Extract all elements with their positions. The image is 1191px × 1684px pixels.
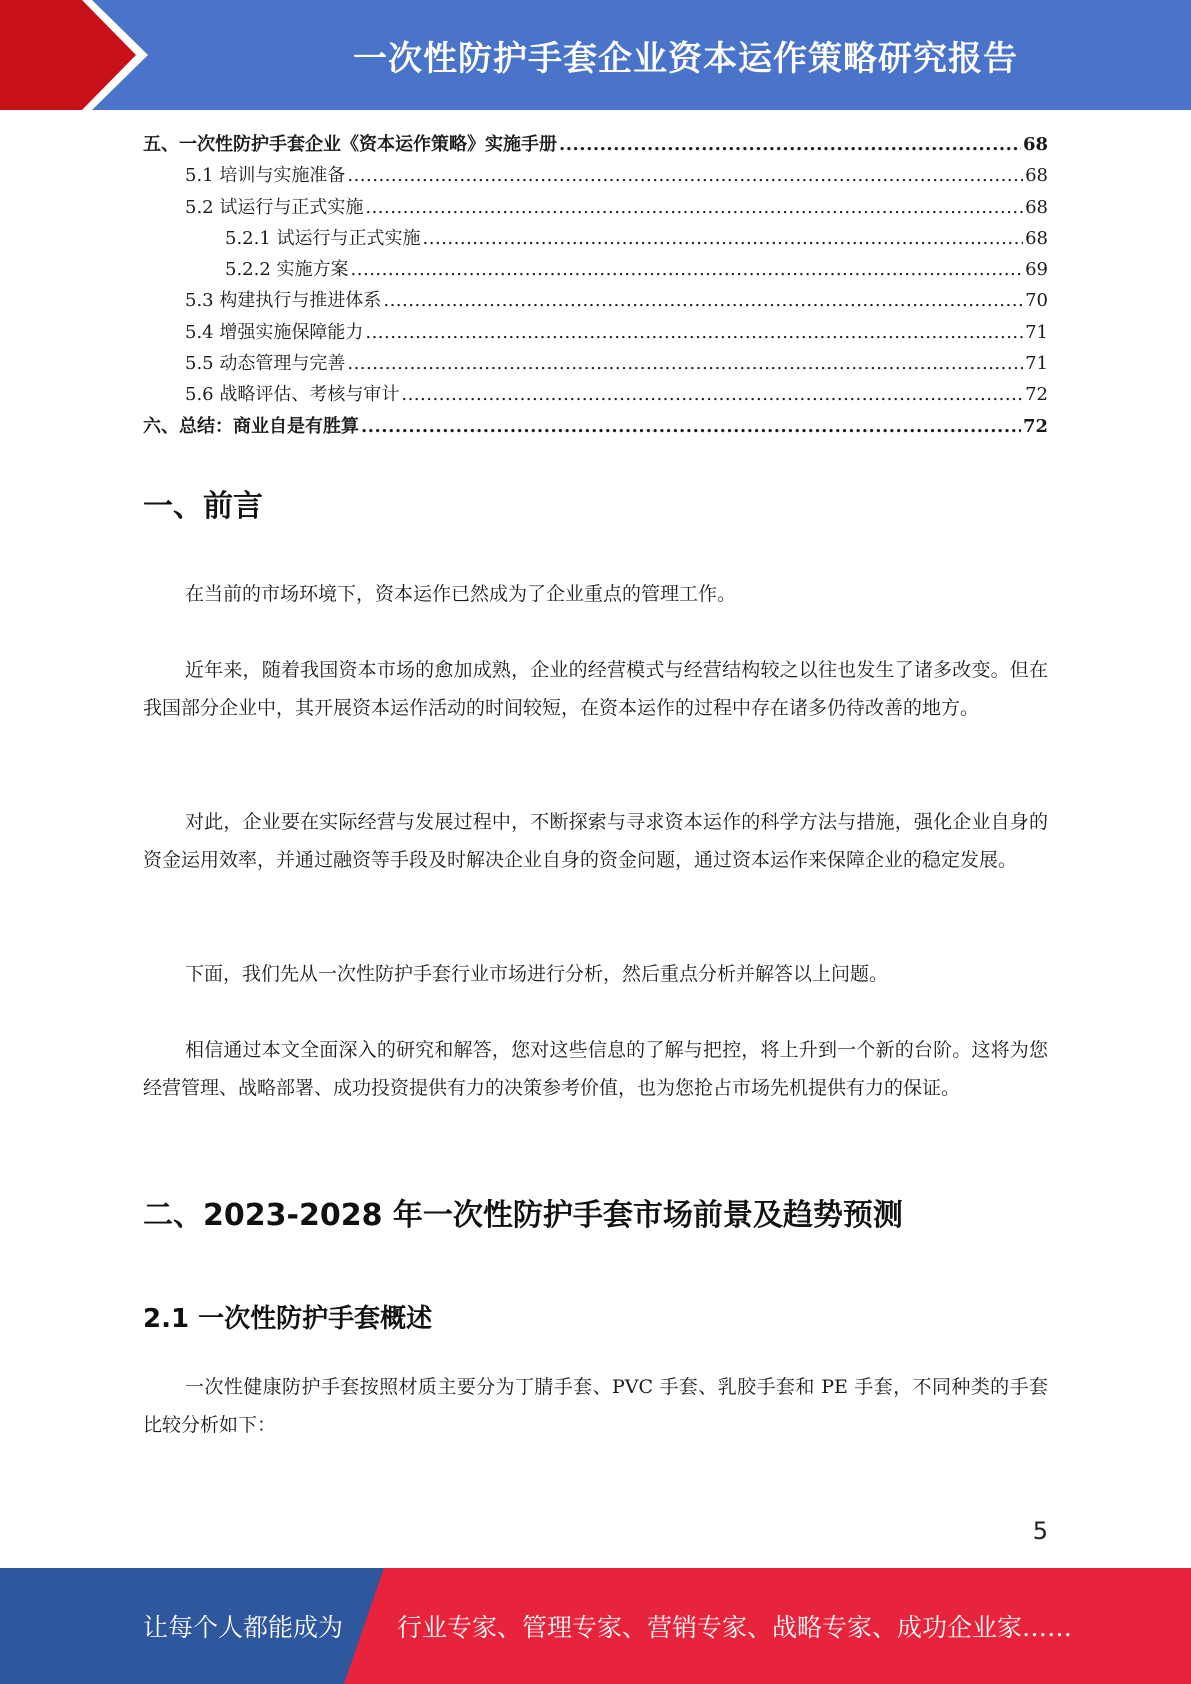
toc-entry[interactable]: [143, 348, 1048, 379]
toc-entry-page: 71: [1025, 321, 1048, 343]
toc-entry-label: 5.1 培训与实施准备: [185, 165, 346, 187]
toc-entry-label: 5.2.2 实施方案: [225, 259, 349, 281]
toc-entry-label: 六、总结：商业自是有胜算: [143, 415, 359, 437]
section-heading-market-outlook: 二、2023-2028 年一次性防护手套市场前景及趋势预测: [143, 1198, 903, 1233]
toc-entry-label: 五、一次性防护手套企业《资本运作策略》实施手册: [143, 134, 557, 155]
toc-entry-page: 71: [1025, 353, 1048, 375]
toc-entry-label: 5.3 构建执行与推进体系: [185, 290, 382, 312]
header-banner: [0, 0, 1191, 110]
toc-entry[interactable]: [143, 129, 1048, 160]
footer-banner: [0, 1568, 1191, 1684]
toc-entry[interactable]: [143, 411, 1048, 442]
toc-entry[interactable]: [143, 254, 1048, 285]
toc-entry-page: 68: [1025, 165, 1048, 187]
toc-entry-label: 5.6 战略评估、考核与审计: [185, 384, 400, 406]
toc-entry[interactable]: [143, 379, 1048, 410]
toc-entry-page: 68: [1022, 134, 1048, 155]
toc-dot-leader: [383, 285, 1023, 316]
toc-entry[interactable]: [143, 285, 1048, 316]
toc-entry[interactable]: [143, 223, 1048, 254]
paragraph: 一次性健康防护手套按照材质主要分为丁腈手套、PVC 手套、乳胶手套和 PE 手套，不同种类的手套比较分析如下：: [143, 1376, 1048, 1436]
toc-entry-label: 5.4 增强实施保障能力: [185, 321, 364, 343]
toc-entry-page: 68: [1025, 227, 1048, 249]
footer-slogan-lead: 让每个人都能成为: [143, 1613, 344, 1642]
toc-dot-leader: [361, 411, 1021, 442]
toc-entry-label: 5.2 试运行与正式实施: [185, 196, 364, 218]
toc-entry[interactable]: [143, 160, 1048, 191]
toc-dot-leader: [423, 223, 1024, 254]
toc-entry-page: 70: [1025, 290, 1048, 312]
paragraph: 对此，企业要在实际经营与发展过程中，不断探索与寻求资本运作的科学方法与措施，强化企业自身的资金运用效率，并通过融资等手段及时解决企业自身的资金问题，通过资本运作来保障企业的稳定发展。: [143, 811, 1048, 871]
toc-dot-leader: [401, 379, 1023, 410]
toc-entry[interactable]: [143, 192, 1048, 223]
table-of-contents: [143, 129, 1048, 442]
toc-entry-label: 5.2.1 试运行与正式实施: [225, 227, 421, 249]
paragraph: 在当前的市场环境下，资本运作已然成为了企业重点的管理工作。: [185, 583, 737, 605]
toc-dot-leader: [347, 160, 1023, 191]
paragraph: 近年来，随着我国资本市场的愈加成熟，企业的经营模式与经营结构较之以往也发生了诸多改变。但在我国部分企业中，其开展资本运作活动的时间较短，在资本运作的过程中存在诸多仍待改善的地方。: [143, 659, 1048, 719]
toc-entry-page: 68: [1025, 196, 1048, 218]
footer-slogan-roles: 行业专家、管理专家、营销专家、战略专家、成功企业家……: [397, 1613, 1073, 1642]
page-number: 5: [1032, 1517, 1048, 1545]
toc-dot-leader: [347, 348, 1023, 379]
paragraph: 相信通过本文全面深入的研究和解答，您对这些信息的了解与把控，将上升到一个新的台阶。这将为您经营管理、战略部署、成功投资提供有力的决策参考价值，也为您抢占市场先机提供有力的保证。: [143, 1039, 1048, 1099]
toc-entry-page: 72: [1022, 415, 1048, 437]
toc-entry-page: 69: [1025, 259, 1048, 281]
toc-entry-label: 5.5 动态管理与完善: [185, 353, 346, 375]
section-heading-preface: 一、前言: [143, 489, 263, 524]
toc-dot-leader: [559, 129, 1021, 160]
subsection-heading-overview: 2.1 一次性防护手套概述: [143, 1304, 433, 1334]
toc-entry-page: 72: [1025, 384, 1048, 406]
toc-entry[interactable]: [143, 317, 1048, 348]
report-title: 一次性防护手套企业资本运作策略研究报告: [353, 38, 1018, 79]
toc-dot-leader: [351, 254, 1024, 285]
toc-dot-leader: [365, 192, 1023, 223]
paragraph: 下面，我们先从一次性防护手套行业市场进行分析，然后重点分析并解答以上问题。: [185, 963, 889, 985]
toc-dot-leader: [365, 317, 1023, 348]
